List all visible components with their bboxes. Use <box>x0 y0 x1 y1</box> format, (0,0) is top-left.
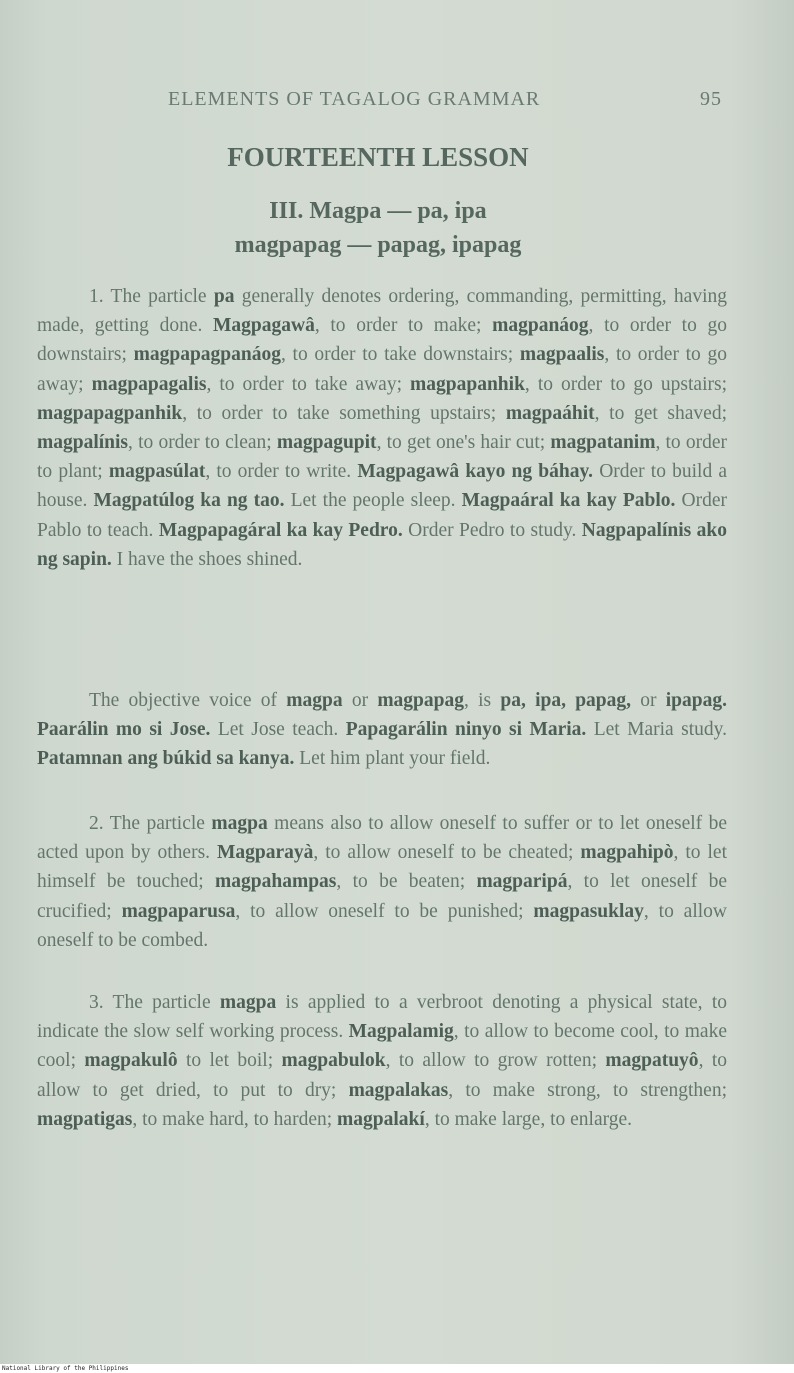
lesson-subtitle-1: III. Magpa — pa, ipa <box>269 198 487 224</box>
paragraph-3 <box>37 809 727 955</box>
paragraph-text: 2. The particle magpa means also to allow oneself to suffer or to let oneself be acted upon by others. Magparayà, to allow oneself to be cheated; magpahipò, to let himself be touched; magpahampas, to be beaten; magparipá, to let oneself be crucified; magpaparusa, to allow oneself to be punished; magpasuklay, to allow oneself to be combed. <box>37 813 727 951</box>
paragraph-text: The objective voice of magpa or magpapag, is pa, ipa, papag, or ipapag. Paarálin mo si Jose. Let Jose teach. Papagarálin ninyo si Maria. Let Maria study. Patamnan ang búkid sa kanya. Let him plant your field. <box>37 690 727 770</box>
paragraph-text: 3. The particle magpa is applied to a verbroot denoting a physical state, to indicate the slow self working process. Magpalamig, to allow to become cool, to make cool; magpakulô to let boil; magpabulok, to allow to grow rotten; magpatuyô, to allow to get dried, to put to dry; magpalakas, to make strong, to strengthen; magpatigas, to make hard, to harden; magpalakí, to make large, to enlarge. <box>37 992 727 1130</box>
running-title: ELEMENTS OF TAGALOG GRAMMAR <box>168 88 541 110</box>
running-head <box>0 88 794 112</box>
paragraph-4 <box>37 988 727 1134</box>
lesson-subtitle-2: magpapag — papag, ipapag <box>234 232 522 258</box>
page-number: 95 <box>700 88 722 110</box>
lesson-title: FOURTEENTH LESSON <box>227 142 529 172</box>
paragraph-text: 1. The particle pa generally denotes ordering, commanding, permitting, having made, getting done. Magpagawâ, to order to make; magpanáog, to order to go downstairs; magpapagpanáog, to order to take downstairs; magpaalis, to order to go away; magpapagalis, to order to take away; magpapanhik, to order to go upstairs; magpapagpanhik, to order to take something upstairs; magpaáhit, to get shaved; magpalínis, to order to clean; magpagupit, to get one's hair cut; magpatanim, to order to plant; magpasúlat, to order to write. Magpagawâ kayo ng báhay. Order to build a house. Magpatúlog ka ng tao. Let the people sleep. Magpaáral ka kay Pablo. Order Pablo to teach. Magpapagáral ka kay Pedro. Order Pedro to study. Nagpapalínis ako ng sapin. I have the shoes shined. <box>37 286 728 570</box>
library-credit: National Library of the Philippines <box>2 1365 129 1372</box>
paragraph-1 <box>37 282 727 574</box>
paragraph-2 <box>37 686 727 774</box>
